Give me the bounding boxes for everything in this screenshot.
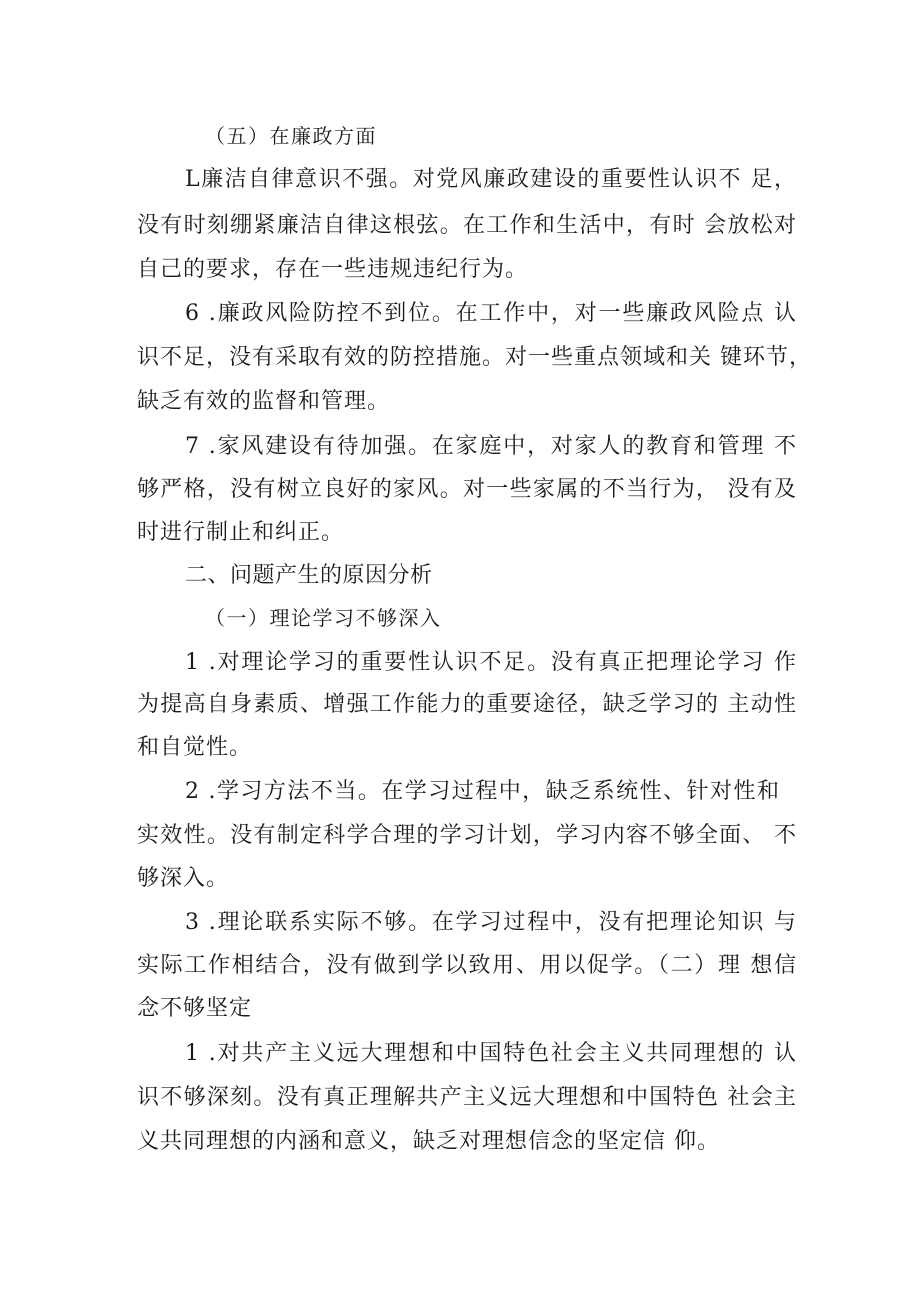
paragraph-line: 为提高自身素质、增强工作能力的重要途径，缺乏学习的 主动性: [137, 692, 797, 717]
paragraph-line: 实际工作相结合，没有做到学以致用、用以促学。（二）理 想信: [137, 953, 797, 978]
paragraph-line: 7 .家风建设有待加强。在家庭中，对家人的教育和管理 不: [185, 434, 797, 459]
paragraph-line: 6 .廉政风险防控不到位。在工作中，对一些廉政风险点 认: [185, 301, 797, 326]
paragraph-line: 2 .学习方法不当。在学习过程中，缺乏系统性、针对性和: [185, 779, 780, 804]
paragraph-line: 1 .对共产主义远大理想和中国特色社会主义共同理想的 认: [185, 1041, 797, 1066]
paragraph-line: 3 .理论联系实际不够。在学习过程中，没有把理论知识 与: [185, 910, 797, 935]
paragraph-line: 够深入。: [137, 866, 230, 891]
paragraph-line: 时进行制止和纠正。: [137, 520, 345, 545]
paragraph-line: 和自觉性。: [137, 735, 253, 760]
section-heading-1: （一）理论学习不够深入: [205, 606, 442, 630]
paragraph-line: 念不够坚定: [137, 996, 253, 1021]
paragraph-line: L廉洁自律意识不强。对党风廉政建设的重要性认识不 足，: [185, 167, 797, 192]
section-heading-5: （五）在廉政方面: [205, 124, 377, 148]
paragraph-line: 识不够深刻。没有真正理解共产主义远大理想和中国特色 社会主: [137, 1085, 797, 1110]
paragraph-line: 实效性。没有制定科学合理的学习计划，学习内容不够全面、 不: [137, 823, 797, 848]
paragraph-line: 自己的要求，存在一些违规违纪行为。: [137, 257, 529, 282]
paragraph-line: 没有时刻绷紧廉洁自律这根弦。在工作和生活中，有时 会放松对: [137, 213, 797, 238]
chapter-heading-2: 二、问题产生的原因分析: [185, 563, 433, 588]
paragraph-line: 识不足，没有采取有效的防控措施。对一些重点领域和关 键环节，: [137, 345, 812, 370]
paragraph-line: 缺乏有效的监督和管理。: [137, 389, 391, 414]
paragraph-line: 义共同理想的内涵和意义，缺乏对理想信念的坚定信 仰。: [137, 1129, 720, 1154]
paragraph-line: 够严格，没有树立良好的家风。对一些家属的不当行为， 没有及: [137, 477, 797, 502]
paragraph-line: 1 .对理论学习的重要性认识不足。没有真正把理论学习 作: [185, 650, 797, 675]
